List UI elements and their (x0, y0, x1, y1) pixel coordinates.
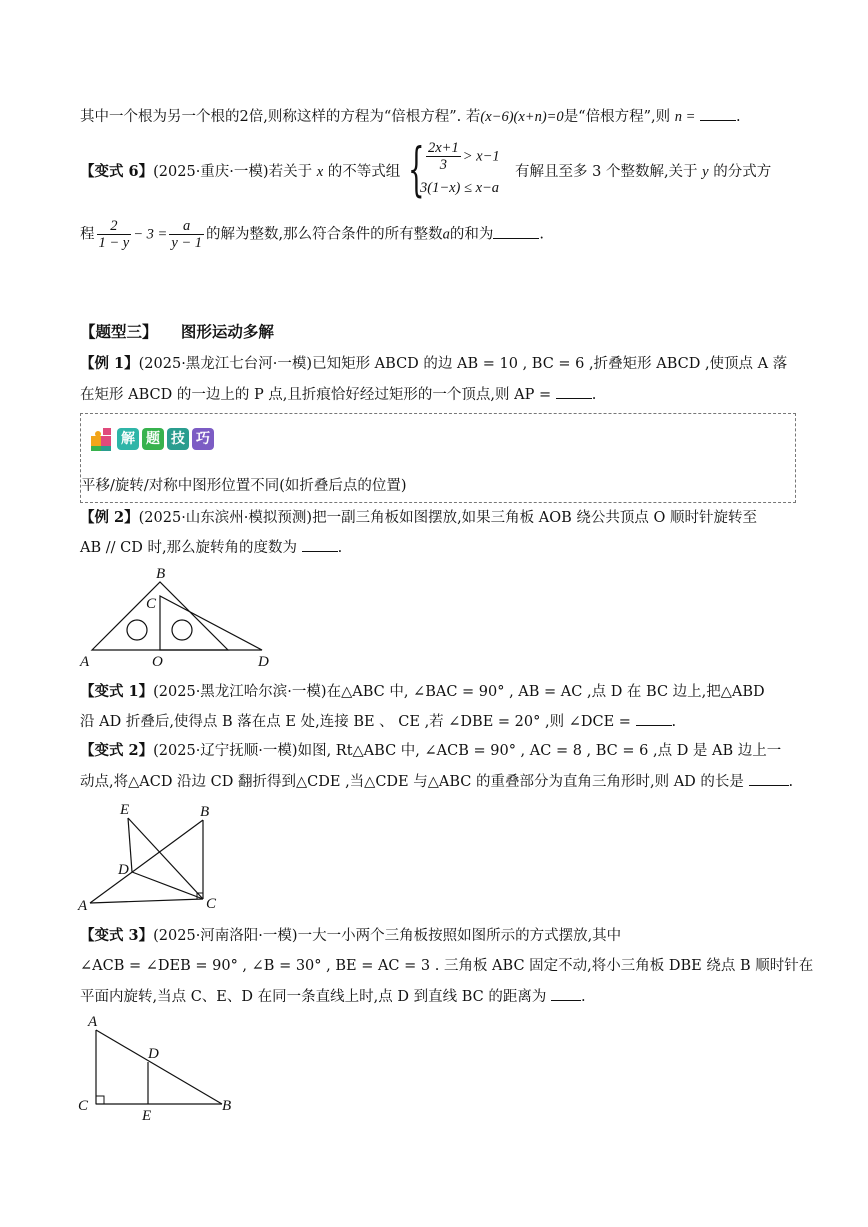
frac1-den: 1 − y (98, 235, 130, 251)
minus3: − 3 = (133, 226, 168, 243)
ineq1-den: 3 (439, 157, 447, 173)
example1-line1 (80, 354, 787, 374)
side-ab (96, 1030, 222, 1104)
label-c: C (146, 596, 157, 612)
line1-math: (x−6)(x+n)=0 (480, 109, 564, 125)
tip-char-4: 巧 (192, 428, 214, 450)
label-b: B (222, 1098, 232, 1114)
variant3-line2 (80, 956, 813, 976)
inequality-2: 3(1−x) ≤ x−a (420, 180, 500, 196)
variant6-line1-rest (515, 162, 771, 182)
label-a: A (88, 1014, 98, 1030)
tip-text: 平移/旋转/对称中图形位置不同(如折叠后点的位置) (81, 478, 407, 494)
variant6-end: . (539, 226, 545, 243)
segment-ec (128, 818, 203, 899)
variant1-l2: 沿 AD 折叠后,使得点 B 落在点 E 处,连接 BE 、 CE ,若 ∠DBE = 20° ,则 ∠DCE = (80, 714, 631, 730)
frac2-den: y − 1 (171, 235, 203, 251)
line1-text1: 其中一个根为另一个根的2倍,则称这样的方程为“倍根方程”. 若 (80, 109, 481, 125)
variant1-label: 【变式 1】 (80, 683, 154, 700)
example2-l2: AB // CD 时,那么旋转角的度数为 (80, 540, 298, 556)
variant3-label: 【变式 3】 (80, 927, 154, 944)
frac1-num: 2 (97, 218, 132, 235)
tip-title (117, 428, 214, 450)
example2-line1 (80, 508, 757, 528)
example1-line2 (80, 384, 596, 405)
line1-end: . (736, 109, 741, 125)
variant3-l3: 平面内旋转,当点 C、E、D 在同一条直线上时,点 D 到直线 BC 的距离为 (80, 989, 547, 1005)
side-ab (90, 820, 203, 903)
label-c: C (78, 1098, 89, 1114)
label-c: C (206, 896, 217, 912)
answer-blank[interactable] (302, 537, 338, 552)
label-b: B (200, 804, 210, 820)
example2-end: . (337, 540, 343, 556)
label-o: O (152, 654, 163, 670)
variant6-line2-c: 的和为 (449, 226, 494, 243)
variant3-line1 (80, 926, 621, 946)
variant1-line1 (80, 682, 765, 702)
variant6-line1 (80, 162, 400, 182)
variant3-l2: ∠ACB = ∠DEB = 90° , ∠B = 30° , BE = AC = 3 . 三角板 ABC 固定不动,将小三角板 DBE 绕点 B 顺时针在 (80, 958, 814, 974)
answer-blank[interactable] (636, 711, 672, 726)
figure-triangles-aob-cod (76, 562, 276, 670)
tip-char-2: 题 (142, 428, 164, 450)
variant3-l1: (2025·河南洛阳·一模)一大一小两个三角板按照如图所示的方式摆放,其中 (153, 928, 622, 944)
label-a: A (78, 898, 88, 914)
line-1 (80, 106, 741, 127)
answer-blank[interactable] (493, 224, 539, 239)
label-e: E (142, 1108, 152, 1124)
variant1-l1: (2025·黑龙江哈尔滨·一模)在△ABC 中, ∠BAC = 90° , AB = AC ,点 D 在 BC 边上,把△ABD (153, 684, 765, 700)
line1-var: n = (674, 109, 696, 125)
example2-l1: (2025·山东滨州·模拟预测)把一副三角板如图摆放,如果三角板 AOB 绕公共顶点 O 顺时针旋转至 (138, 510, 758, 526)
example2-line2 (80, 537, 342, 558)
variant1-line2 (80, 711, 676, 732)
variant6-text-b: 有解且至多 3 个整数解,关于 (515, 164, 698, 180)
variant2-l2: 动点,将△ACD 沿边 CD 翻折得到△CDE ,当△CDE 与△ABC 的重叠部分为直角三角形时,则 AD 的长是 (80, 774, 744, 790)
variant2-label: 【变式 2】 (80, 742, 154, 759)
circle-left (127, 620, 147, 640)
puzzle-icon (89, 426, 115, 452)
label-e: E (120, 802, 130, 818)
variant6-line2 (80, 218, 544, 251)
variant6-line2-a: 程 (80, 226, 95, 243)
brace: { (408, 135, 425, 203)
variant1-end: . (671, 714, 677, 730)
variant2-l1: (2025·辽宁抚顺·一模)如图, Rt△ABC 中, ∠ACB = 90° , AC = 8 , BC = 6 ,点 D 是 AB 边上一 (153, 743, 782, 759)
label-d: D (148, 1046, 159, 1062)
segment-dc (132, 872, 203, 899)
variant6-text-a: 的不等式组 (327, 164, 401, 180)
example1-l1: (2025·黑龙江七台河·一模)已知矩形 ABCD 的边 AB = 10 , BC = 6 ,折叠矩形 ABCD ,使顶点 A 落 (138, 356, 788, 372)
figure-triangle-abc-fold (76, 796, 236, 914)
section-title: 图形运动多解 (180, 322, 274, 341)
answer-blank[interactable] (556, 384, 592, 399)
example2-label: 【例 2】 (80, 509, 139, 526)
label-b: B (156, 566, 166, 582)
line1-text2: 是“倍根方程”,则 (563, 109, 671, 125)
variant3-end: . (580, 989, 586, 1005)
tip-char-3: 技 (167, 428, 189, 450)
variant6-x: x (316, 164, 324, 180)
circle-right (172, 620, 192, 640)
variant6-text-c: 的分式方 (713, 164, 772, 180)
side-ac (90, 899, 203, 903)
variant6-line2-b: 的解为整数,那么符合条件的所有整数 (206, 226, 443, 243)
example1-l2: 在矩形 ABCD 的一边上的 P 点,且折痕恰好经过矩形的一个顶点,则 AP = (80, 387, 552, 403)
variant6-source: (2025·重庆·一模)若关于 (153, 164, 313, 180)
example1-end: . (591, 387, 597, 403)
right-angle-mark (96, 1096, 104, 1104)
tip-char-1: 解 (117, 428, 139, 450)
answer-blank[interactable] (749, 771, 789, 786)
frac2-num: a (169, 218, 204, 235)
label-d: D (258, 654, 269, 670)
inequality-system (408, 135, 513, 203)
variant6-label: 【变式 6】 (80, 163, 154, 180)
section-label: 【题型三】 (80, 322, 158, 341)
variant2-line2 (80, 771, 793, 792)
label-d: D (118, 862, 129, 878)
example1-label: 【例 1】 (80, 355, 139, 372)
variant2-end: . (788, 774, 794, 790)
variant6-y: y (702, 164, 709, 180)
figure-triangles-abc-dbe (76, 1012, 246, 1124)
ineq1-num: 2x+1 (428, 140, 459, 156)
variant3-line3 (80, 986, 586, 1007)
tip-box (80, 413, 796, 503)
answer-blank[interactable] (551, 986, 581, 1001)
ineq1-rhs: > x−1 (462, 148, 500, 165)
answer-blank[interactable] (700, 106, 736, 121)
section-heading (80, 322, 274, 342)
label-a: A (80, 654, 90, 670)
variant2-line1 (80, 741, 781, 761)
variant6-a: a (442, 226, 450, 243)
inequality-1 (424, 140, 500, 173)
